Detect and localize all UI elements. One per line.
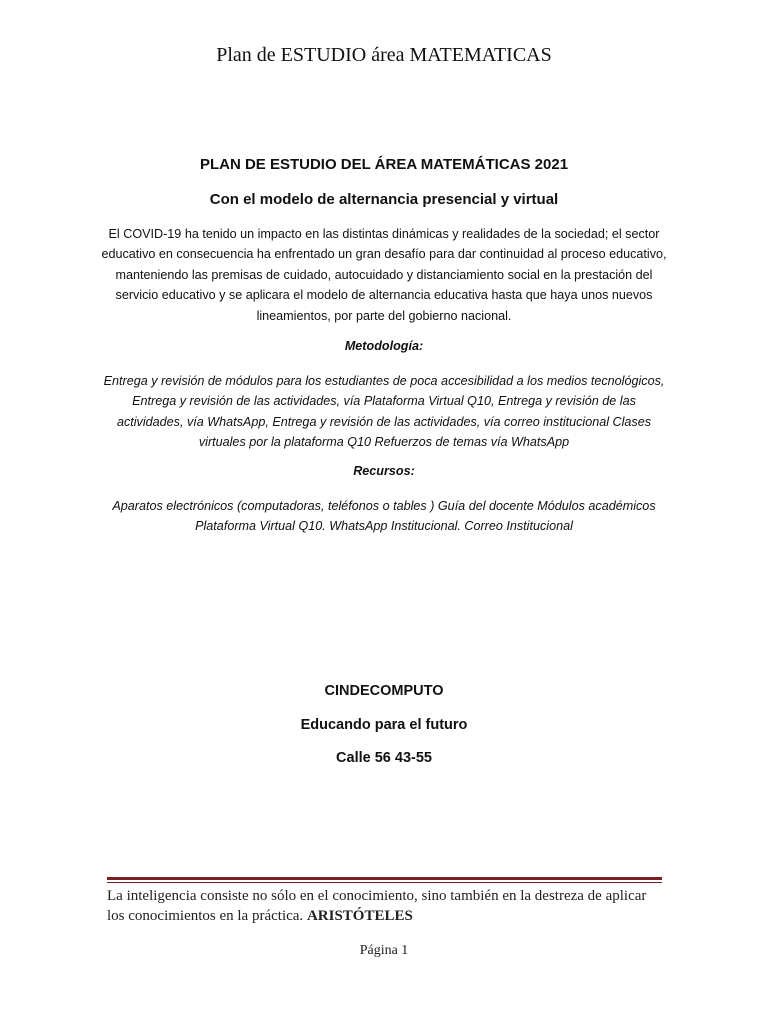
footer-quote-author: ARISTÓTELES: [306, 908, 413, 924]
footer-divider: [107, 877, 662, 885]
document-title: PLAN DE ESTUDIO DEL ÁREA MATEMÁTICAS 2021: [199, 156, 569, 173]
methodology-heading: Metodología:: [344, 339, 424, 353]
resources-heading: Recursos:: [353, 464, 415, 478]
footer-quote: [107, 886, 667, 926]
footer-divider-thick: [107, 877, 662, 880]
methodology-body: Entrega y revisión de módulos para los estudiantes de poca accesibilidad a los medios tecnológicos, Entrega y revisión de las actividades, vía Plataforma Virtual Q10, Entrega y revisión de las actividades, vía WhatsApp, Entrega y revisión de las actividades, vía correo institucional Clases virtuales por la plataforma Q10 Refuerzos de temas vía WhatsApp: [103, 374, 665, 450]
resources-body: Aparatos electrónicos (computadoras, teléfonos o tables ) Guía del docente Módulos académicos Plataforma Virtual Q10. WhatsApp Institucional. Correo Institucional: [112, 499, 656, 534]
page-number: Página 1: [359, 943, 409, 958]
page-header-title: Plan de ESTUDIO área MATEMATICAS: [216, 44, 552, 66]
footer-divider-thin: [107, 882, 662, 883]
institution-name: CINDECOMPUTO: [324, 683, 444, 699]
institution-address: Calle 56 43-55: [336, 750, 432, 766]
document-subtitle: Con el modelo de alternancia presencial y virtual: [209, 191, 559, 208]
institution-motto: Educando para el futuro: [300, 717, 468, 733]
intro-paragraph: El COVID-19 ha tenido un impacto en las distintas dinámicas y realidades de la sociedad; el sector educativo en consecuencia ha enfrentado un gran desafío para dar continuidad al proceso educativo, manteniendo las premisas de cuidado, autocuidado y distanciamiento social en la prestación del servicio educativo y se aplicara el modelo de alternancia educativa hasta que haya unos nuevos lineamientos, por parte del gobierno nacional.: [101, 227, 667, 323]
footer-quote-text: La inteligencia consiste no sólo en el conocimiento, sino también en la destreza de aplicar los conocimientos en la práctica.: [107, 888, 647, 924]
